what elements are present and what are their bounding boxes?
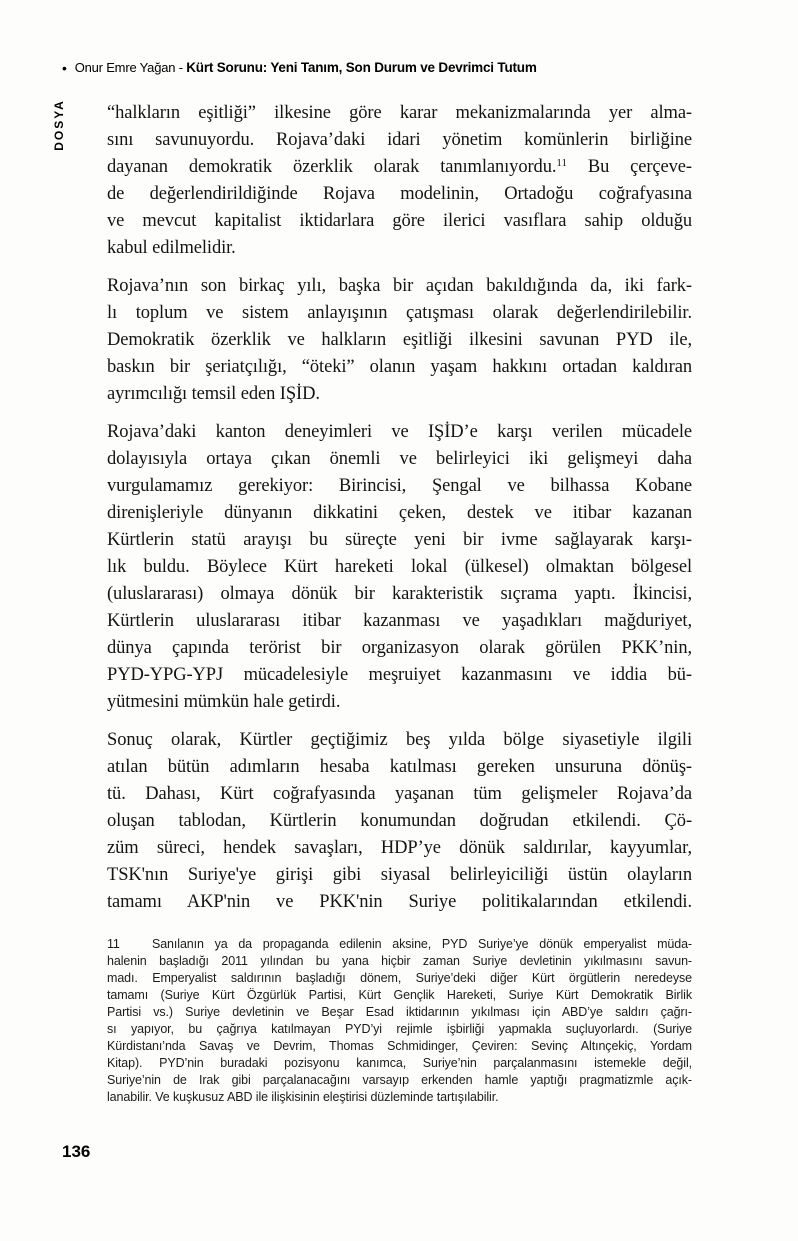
text-line: de değerlendirildiğinde Rojava modelinin, Ortadoğu coğrafyasına	[107, 184, 692, 204]
header-author: Onur Emre Yağan -	[74, 60, 187, 75]
text-line: “halkların eşitliği” ilkesine göre karar mekanizmalarında yer alma-	[107, 103, 692, 123]
text-line: Kitap). PYD’nin buradaki pozisyonu kanımca, Suriye’nin parçalanmasını istemekle değil,	[107, 1056, 692, 1070]
text-line: direnişleriyle dünyanın dikkatini çeken, destek ve itibar kazanan	[107, 503, 692, 523]
text-line: dayanan demokratik özerklik olarak tanımlanıyordu.$^{11}$ Bu çerçeve-	[107, 157, 692, 177]
page-header	[62, 60, 762, 76]
text-line: kabul edilmelidir.	[107, 238, 236, 258]
text-line: tü. Dahası, Kürt coğrafyasında yaşanan tüm gelişmeler Rojava’da	[107, 784, 692, 804]
dosya-label-wrap	[46, 84, 72, 166]
text-line: tamamı (Suriye Kürt Özgürlük Partisi, Kürt Gençlik Hareketi, Suriye Kürt Demokratik Birlik	[107, 988, 692, 1002]
text-line: ve mevcut kapitalist iktidarlara göre ilerici vasıflara sahip olduğu	[107, 211, 692, 231]
header-title: Kürt Sorunu: Yeni Tanım, Son Durum ve Devrimci Tutum	[186, 60, 537, 75]
footnote	[107, 936, 692, 1106]
text-line: Suriye’nin de Irak gibi parçalanacağını varsayıp erkenden hamle yaptığı pragmatizmle açık-	[107, 1073, 692, 1087]
body-text	[107, 100, 692, 927]
text-line: atılan bütün adımların hesaba katılması gereken unsuruna dönüş-	[107, 757, 692, 777]
text-line: Kürtlerin statü arayışı bu süreçte yeni bir ivme sağlayarak karşı-	[107, 530, 692, 550]
text-line: PYD-YPG-YPJ mücadelesiyle meşruiyet kazanmasını ve iddia bü-	[107, 665, 692, 685]
text-line: ayrımcılığı temsil eden IŞİD.	[107, 384, 320, 404]
text-line: sı yapıyor, bu çağrıya katılmayan PYD’yi rejimle işbirliği yapmakla suçluyorlardı. (Suriye	[107, 1022, 692, 1036]
text-line: TSK'nın Suriye'ye girişi gibi siyasal belirleyiciliği üstün olayların	[107, 865, 692, 885]
text-line: Rojava’nın son birkaç yılı, başka bir açıdan bakıldığında da, iki fark-	[107, 276, 692, 296]
text-line: Demokratik özerklik ve halkların eşitliği ilkesini savunan PYD ile,	[107, 330, 692, 350]
text-line: halenin başladığı 2011 yılından bu yana hiçbir zaman Suriye devletinin yıkılmasını savun-	[107, 954, 692, 968]
paragraph	[107, 419, 692, 716]
text-line: 11 Sanılanın ya da propaganda edilenin aksine, PYD Suriye’ye dönük emperyalist müda-	[107, 937, 692, 951]
text-line: oluşan tablodan, Kürtlerin konumundan doğrudan etkilendi. Çö-	[107, 811, 692, 831]
text-line: baskın bir şeriatçılığı, “öteki” olanın yaşam hakkını ortadan kaldıran	[107, 357, 692, 377]
text-line: sını savunuyordu. Rojava’daki idari yönetim komünlerin birliğine	[107, 130, 692, 150]
text-line: vurgulamamız gerekiyor: Birincisi, Şengal ve bilhassa Kobane	[107, 476, 692, 496]
text-line: dünya çapında terörist bir organizasyon olarak görülen PKK’nin,	[107, 638, 692, 658]
text-line: dolayısıyla ortaya çıkan önemli ve belirleyici iki gelişmeyi daha	[107, 449, 692, 469]
bullet-icon: •	[62, 60, 67, 76]
text-line: yütmesini mümkün hale getirdi.	[107, 692, 341, 712]
text-line: (uluslararası) olmaya dönük bir karakteristik sıçrama yaptı. İkincisi,	[107, 584, 692, 604]
text-line: Rojava’daki kanton deneyimleri ve IŞİD’e karşı verilen mücadele	[107, 422, 692, 442]
text-line: madı. Emperyalist saldırının başladığı dönem, Suriye’deki diğer Kürt örgütlerin neredeyse	[107, 971, 692, 985]
text-line: lı toplum ve sistem anlayışının çatışması olarak değerlendirilebilir.	[107, 303, 692, 323]
page-number: 136	[62, 1142, 91, 1161]
text-line: Partisi vs.) Suriye devletinin ve Beşar Esad iktidarının yıkılması için ABD’ye saldırı çağrı-	[107, 1005, 692, 1019]
text-line: Kürdistanı’nda Savaş ve Devrim, Thomas Schmidinger, Çeviren: Sevinç Altınçekiç, Yordam	[107, 1039, 692, 1053]
paragraph	[107, 727, 692, 916]
text-line: lık buldu. Böylece Kürt hareketi lokal (ülkesel) olmaktan bölgesel	[107, 557, 692, 577]
dosya-label: DOSYA	[52, 99, 67, 151]
text-line: tamamı AKP'nin ve PKK'nin Suriye politikalarından etkilendi.	[107, 892, 692, 912]
text-line: Kürtlerin uluslararası itibar kazanması ve yaşadıkları mağduriyet,	[107, 611, 692, 631]
text-line: lanabilir. Ve kuşkusuz ABD ile ilişkisinin eleştirisi düzleminde tartışılabilir.	[107, 1090, 499, 1104]
paragraph	[107, 273, 692, 408]
text-line: züm süreci, hendek savaşları, HDP’ye dönük saldırılar, kayyumlar,	[107, 838, 692, 858]
paragraph	[107, 100, 692, 262]
text-line: Sonuç olarak, Kürtler geçtiğimiz beş yılda bölge siyasetiyle ilgili	[107, 730, 692, 750]
